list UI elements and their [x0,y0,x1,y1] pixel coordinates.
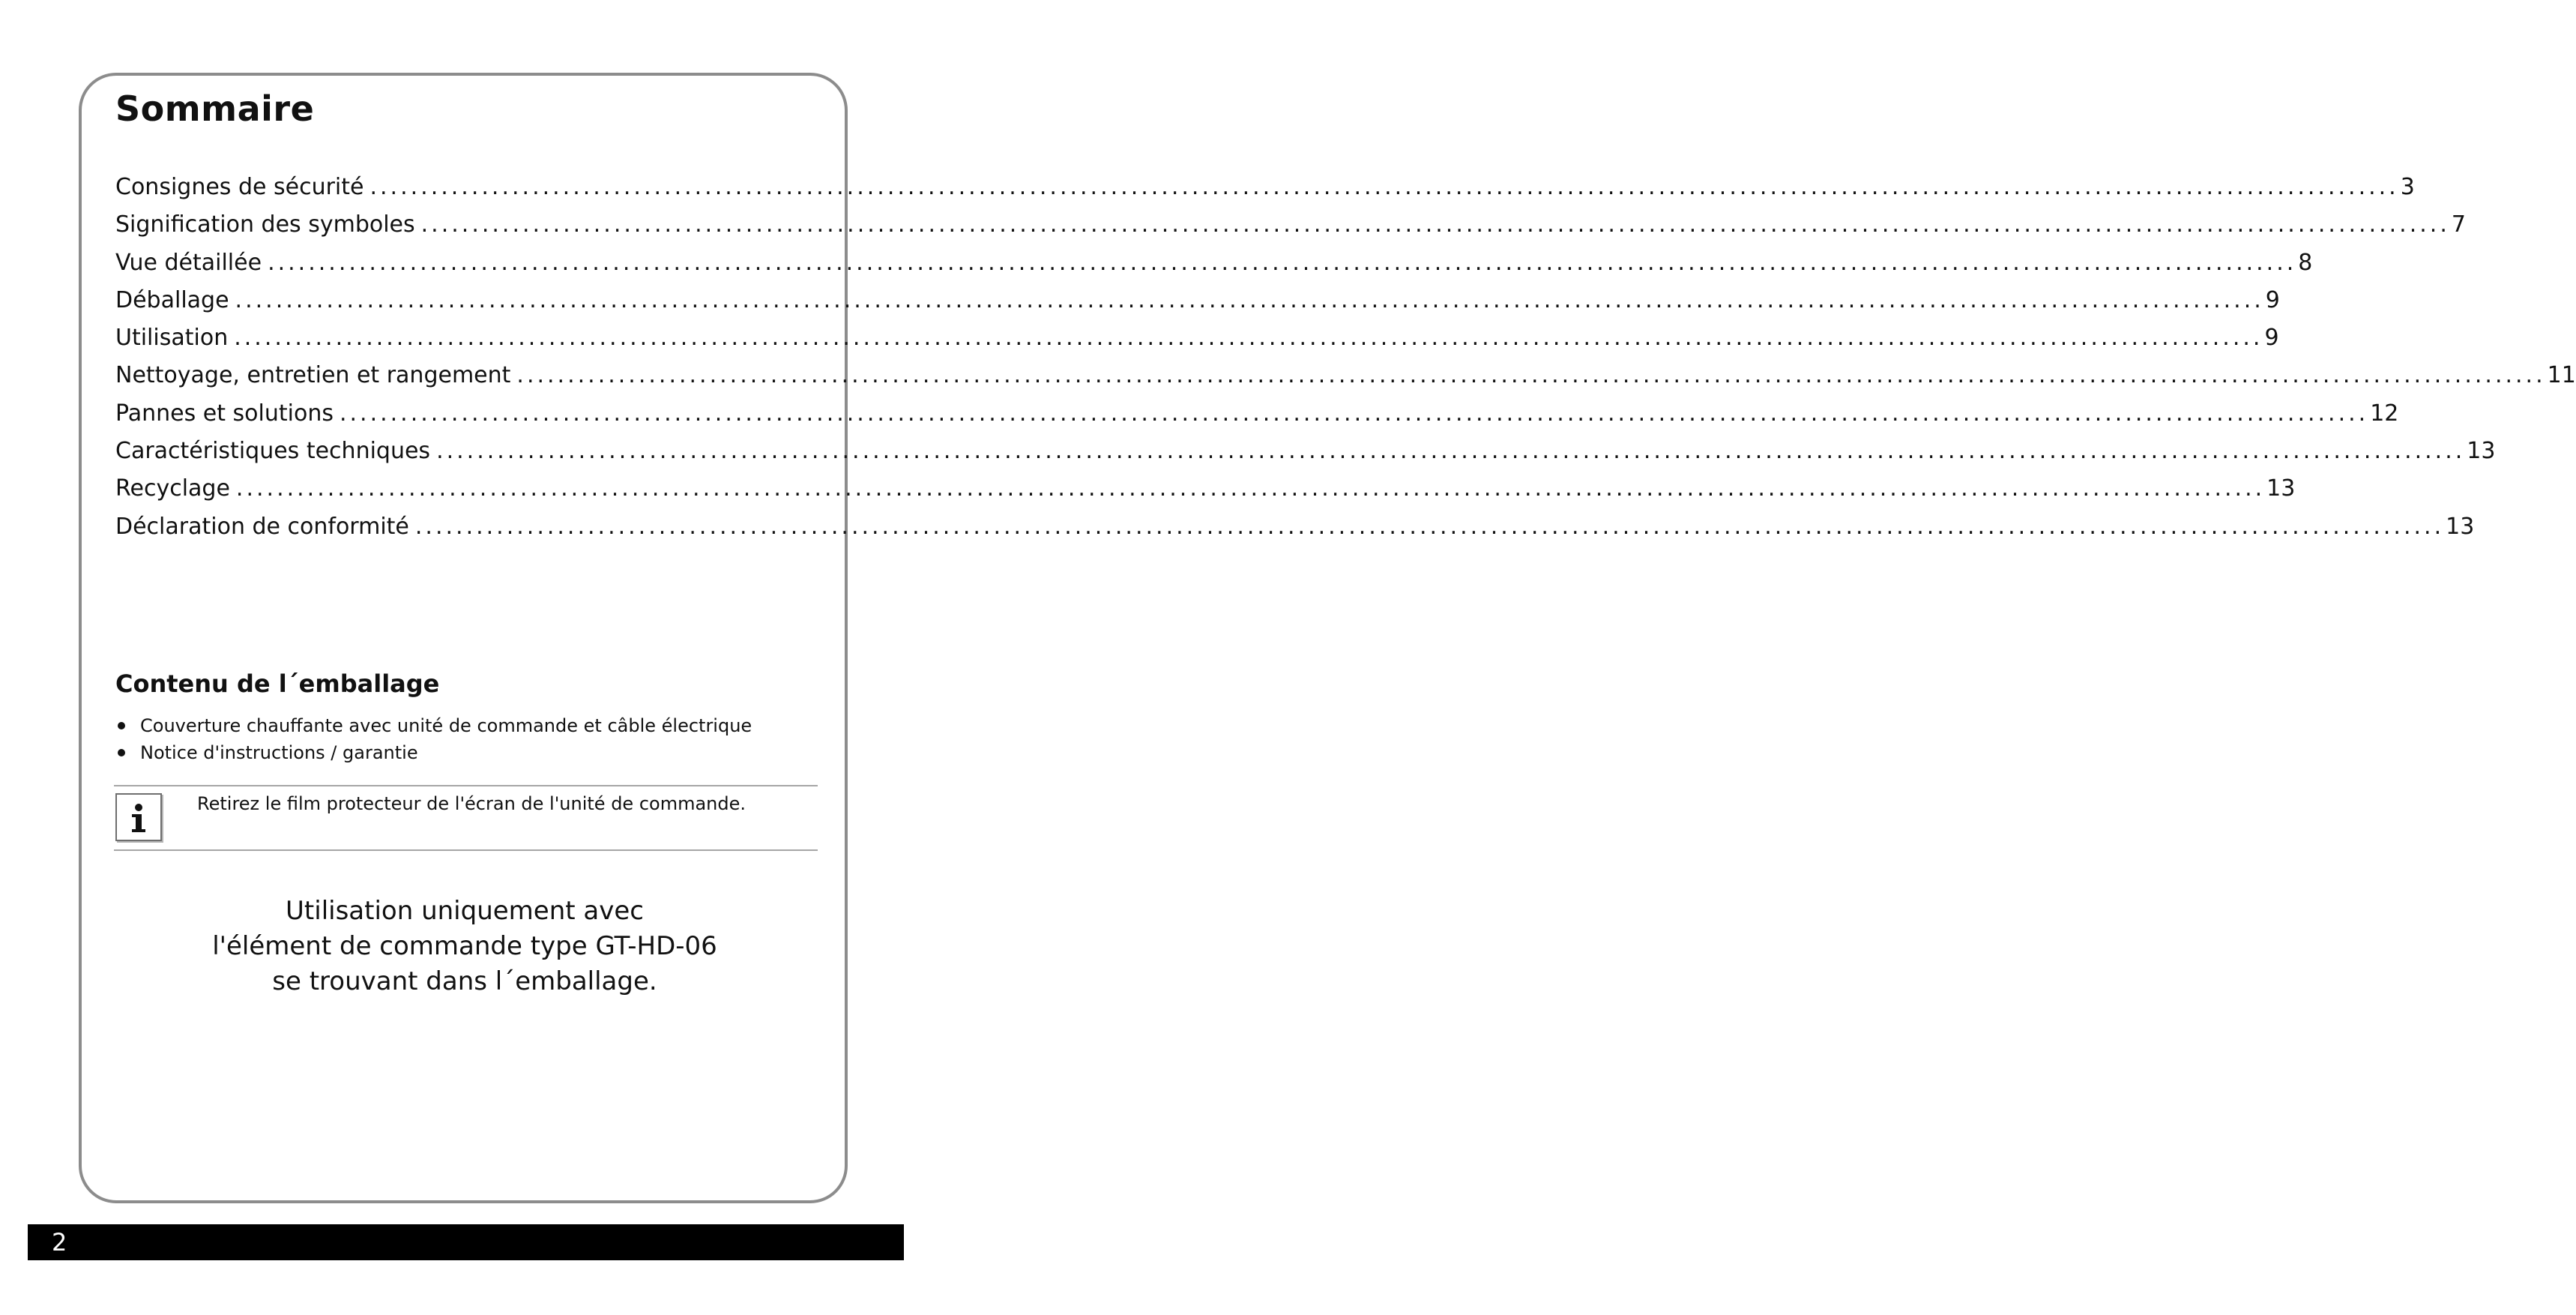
toc-entry-page: 8 [2298,249,2313,276]
toc-entry-page: 7 [2451,211,2466,238]
toc-entry-page: 12 [2370,400,2399,427]
toc-entry[interactable] [115,362,2576,400]
toc-leader-dots: ........................................................................................................................................................................................................ [339,400,2369,427]
toc-entry-label: Nettoyage, entretien et rangement [115,362,511,389]
notice-line: Utilisation uniquement avec [286,896,644,926]
toc-entry-label: Pannes et solutions [115,400,334,427]
notice-line: l'élément de commande type GT-HD-06 [212,931,717,961]
toc-entry-page: 9 [2264,325,2279,352]
toc-entry[interactable] [115,211,2466,249]
list-item [115,712,752,739]
toc-leader-dots: ........................................................................................................................................................................................................ [516,362,2546,389]
toc-entry[interactable] [115,249,2313,287]
toc-leader-dots: ........................................................................................................................................................................................................ [414,513,2445,540]
info-top-divider [114,785,818,786]
toc-entry-label: Signification des symboles [115,211,415,238]
list-item [115,739,752,766]
toc-entry-page: 9 [2265,286,2280,313]
toc-entry-label: Caractéristiques techniques [115,438,431,465]
toc-entry-label: Vue détaillée [115,249,262,276]
toc-leader-dots: ........................................................................................................................................................................................................ [369,174,2399,200]
toc-leader-dots: ........................................................................................................................................................................................................ [234,325,2263,352]
toc-entry-label: Utilisation [115,325,229,352]
toc-entry-page: 13 [2266,475,2296,502]
toc-leader-dots: ........................................................................................................................................................................................................ [420,211,2450,238]
toc-entry-label: Consignes de sécurité [115,174,364,200]
bullet-icon [118,722,125,729]
footer-bar [28,1224,904,1260]
table-of-contents [115,174,2576,551]
toc-entry[interactable] [115,286,2280,325]
toc-entry[interactable] [115,513,2475,551]
toc-entry[interactable] [115,325,2279,362]
bullet-icon [118,749,125,756]
toc-leader-dots: ........................................................................................................................................................................................................ [268,249,2297,276]
info-bottom-divider [114,849,818,851]
toc-entry-page: 11 [2547,362,2576,389]
toc-entry-label: Déballage [115,286,229,313]
notice-line: se trouvant dans l´emballage. [272,966,657,996]
page-number: 2 [52,1228,67,1257]
toc-entry[interactable] [115,174,2415,211]
info-icon [115,793,162,841]
list-item-text: Couverture chauffante avec unité de commande et câble électrique [140,715,752,736]
toc-entry-page: 13 [2446,513,2475,540]
package-contents-list [115,712,752,766]
toc-entry-label: Déclaration de conformité [115,513,409,540]
info-note-text: Retirez le film protecteur de l'écran de l'unité de commande. [197,793,746,814]
list-item-text: Notice d'instructions / garantie [140,742,418,763]
package-contents-title: Contenu de l´emballage [115,669,440,698]
toc-leader-dots: ........................................................................................................................................................................................................ [235,475,2266,502]
toc-entry-page: 3 [2400,174,2415,200]
page-title: Sommaire [115,88,315,129]
toc-entry-label: Recyclage [115,475,230,502]
toc-leader-dots: ........................................................................................................................................................................................................ [235,286,2264,313]
toc-entry[interactable] [115,400,2399,438]
toc-leader-dots: ........................................................................................................................................................................................................ [436,438,2466,465]
toc-entry-page: 13 [2467,438,2496,465]
usage-notice [90,894,839,999]
toc-entry[interactable] [115,438,2496,475]
toc-entry[interactable] [115,475,2296,513]
